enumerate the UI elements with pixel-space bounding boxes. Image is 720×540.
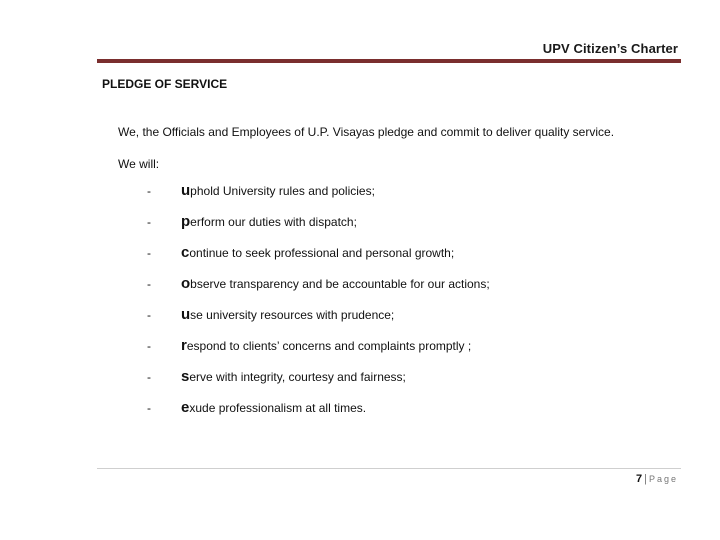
pledge-text: bserve transparency and be accountable for our actions; <box>190 276 490 291</box>
page-number: 7 <box>635 473 643 485</box>
list-dash: - <box>147 400 151 415</box>
pledge-text: ontinue to seek professional and personal growth; <box>189 245 455 260</box>
pledge-text: xude professionalism at all times. <box>189 400 367 415</box>
pledge-initial-letter: e <box>181 399 190 416</box>
pledge-item <box>147 330 490 361</box>
list-dash: - <box>147 338 151 353</box>
pledge-initial-letter: u <box>181 306 191 323</box>
pledge-text: phold University rules and policies; <box>190 183 375 198</box>
list-dash: - <box>147 307 151 322</box>
page-footer <box>636 473 678 485</box>
document-header-title: UPV Citizen’s Charter <box>542 41 678 56</box>
pledge-item <box>147 268 490 299</box>
list-dash: - <box>147 245 151 260</box>
pledge-initial-letter: o <box>181 275 191 292</box>
list-dash: - <box>147 183 151 198</box>
intro-paragraph: We, the Officials and Employees of U.P. Visayas pledge and commit to deliver quality service. <box>118 125 615 139</box>
pledge-item <box>147 299 490 330</box>
pledge-text: erform our duties with dispatch; <box>190 214 357 229</box>
footer-divider <box>97 468 681 469</box>
we-will-label: We will: <box>118 157 160 171</box>
pledge-initial-letter: s <box>181 368 190 385</box>
page-label: Page <box>648 474 678 484</box>
pledge-initial-letter: c <box>181 244 190 261</box>
pledge-initial-letter: r <box>181 337 187 354</box>
pledge-text: se university resources with prudence; <box>190 307 395 322</box>
header-divider <box>97 59 681 63</box>
pledge-text: espond to clients’ concerns and complaints promptly ; <box>186 338 472 353</box>
pledge-item <box>147 237 490 268</box>
pledge-item <box>147 206 490 237</box>
pledge-item <box>147 361 490 392</box>
list-dash: - <box>147 276 151 291</box>
pledge-item <box>147 392 490 423</box>
pledge-initial-letter: p <box>181 213 191 230</box>
pledge-list <box>147 175 490 423</box>
section-heading: PLEDGE OF SERVICE <box>102 77 228 91</box>
pledge-text: erve with integrity, courtesy and fairness; <box>189 369 406 384</box>
footer-separator: | <box>644 473 647 485</box>
pledge-initial-letter: u <box>181 182 191 199</box>
pledge-item <box>147 175 490 206</box>
list-dash: - <box>147 214 151 229</box>
list-dash: - <box>147 369 151 384</box>
